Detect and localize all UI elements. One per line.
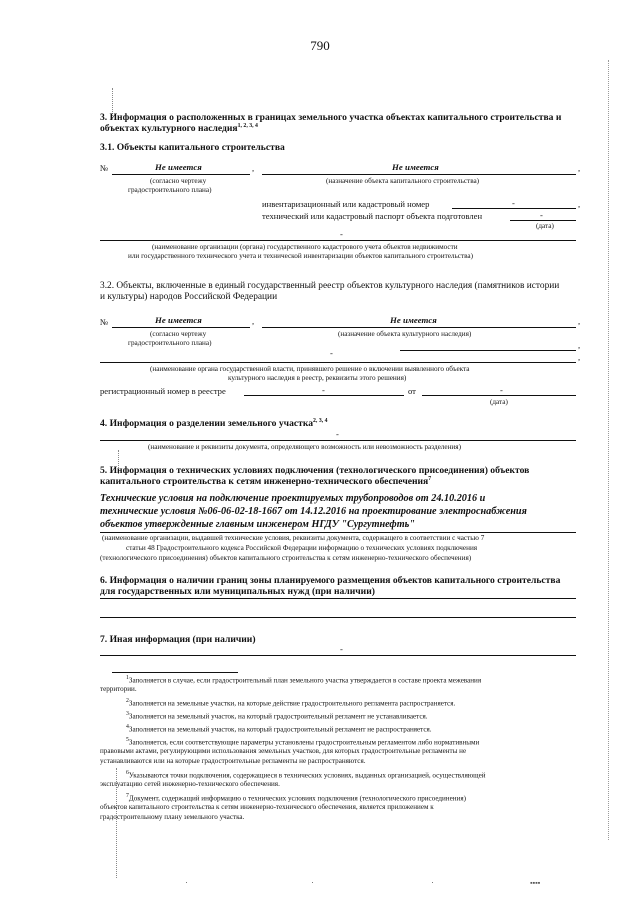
section-6-title-line2: для государственных или муниципальных нужд (при наличии) — [100, 586, 375, 597]
footnote-text: Заполняется на земельный участок, на который градостроительный регламент не распространяется. — [128, 725, 432, 734]
caption-drawing-3-2: (согласно чертежу — [150, 330, 207, 338]
object-purpose-value: Не имеется — [392, 162, 439, 172]
footnote-number: 3 — [126, 711, 129, 717]
footnote-number: 1 — [126, 675, 129, 681]
org-caption: (наименование организации (органа) государственного кадастрового учета объектов недвижимости — [152, 243, 458, 251]
drawing-number-value: Не имеется — [155, 162, 202, 172]
caption-heritage-purpose: (назначение объекта культурного наследия) — [338, 330, 472, 338]
footnote-line — [126, 737, 479, 746]
footnote-line — [100, 747, 466, 755]
section-4-value: - — [336, 429, 339, 439]
heritage-drawing-number-value: Не имеется — [155, 315, 202, 325]
scan-mark: ▪▪▪▪ — [530, 879, 541, 887]
footnote-text: эксплуатацию сетей инженерно-технического обеспечения. — [100, 780, 280, 788]
authority-value: - — [330, 348, 333, 358]
footnote-line — [126, 724, 432, 733]
footnote-text: Заполняется, если соответствующие параметры установлены градостроительным регламентом либо нормативными — [128, 738, 480, 747]
footnote-line — [100, 685, 137, 693]
footnote-line — [126, 711, 428, 720]
footnote-line — [126, 675, 481, 684]
org-caption-2: или государственного технического учета и технической инвентаризации объектов капитального строительства) — [128, 252, 474, 260]
passport-label: технический или кадастровый паспорт объекта подготовлен — [262, 211, 483, 221]
registry-number-label: регистрационный номер в реестре — [100, 386, 226, 396]
registry-number-value: - — [322, 385, 325, 395]
section-5-caption-3: (технологического присоединения) объектов капитального строительства к сетям инженерно-технического обеспечения) — [100, 554, 472, 562]
footnote-line — [126, 793, 466, 802]
authority-caption: (наименование органа государственной власти, принявшего решение о включении выявленного объекта — [150, 365, 470, 373]
registry-date-value: - — [500, 385, 503, 395]
footnote-text: градостроительному плану земельного участка. — [100, 813, 245, 821]
number-label: № — [100, 163, 109, 173]
number-label-3-2: № — [100, 317, 109, 327]
page-number: 790 — [310, 38, 330, 53]
footnote-text: Указываются точки подключения, содержащиеся в технических условиях, выданных организацией, осуществляющей — [128, 771, 486, 780]
date-caption-3-2: (дата) — [490, 398, 508, 406]
footnote-line — [100, 813, 244, 821]
footnote-number: 4 — [126, 724, 129, 730]
footnote-text: Заполняется в случае, если градостроительный план земельного участка утверждается в составе проекта межевания — [128, 676, 482, 685]
section-6-title: 6. Информация о наличии границ зоны планируемого размещения объектов капитального строительства — [100, 575, 561, 586]
section-7-title: 7. Иная информация (при наличии) — [100, 634, 256, 645]
footnote-number: 2 — [126, 698, 129, 704]
org-value: - — [340, 229, 343, 239]
footnote-text: объектов капитального строительства к сетям инженерно-технического обеспечения, является приложением к — [100, 803, 434, 811]
section-7-value: - — [340, 644, 343, 654]
footnote-text: устанавливаются или на которые градостроительные регламенты не распространяются. — [100, 757, 366, 765]
technical-conditions-line-1: Технические условия на подключение проектируемых трубопроводов от 24.10.2016 и — [100, 493, 486, 504]
footnote-text: территории. — [100, 685, 137, 693]
footnote-text: правовыми актами, регулирующими использования земельных участков, для которых градостроительные регламенты не — [100, 747, 467, 755]
inventory-number-label: инвентаризационный или кадастровый номер — [262, 199, 430, 209]
section-5-caption-2: статьи 48 Градостроительного кодекса Российской Федерации информацию о технических условиях подключения — [126, 544, 478, 552]
technical-conditions-line-2: технические условия №06-06-02-18-1667 от 14.12.2016 на проектирование электроснабжения — [100, 506, 527, 517]
footnote-text: Заполняется на земельные участки, на которые действие градостроительного регламента распространяется. — [128, 699, 456, 708]
date-caption: (дата) — [536, 222, 554, 230]
section-3-2-title: 3.2. Объекты, включенные в единый государственный реестр объектов культурного наследия (памятников истории — [100, 281, 560, 291]
technical-conditions-line-3: объектов утвержденные главным инженером НГДУ "Сургутнефть" — [100, 519, 415, 530]
heritage-purpose-value: Не имеется — [390, 315, 437, 325]
footnote-line — [126, 770, 486, 779]
footnote-number: 7 — [126, 793, 129, 799]
section-4-title: 4. Информация о разделении земельного участка$^{2, 3, 4}$ — [100, 418, 328, 430]
caption-drawing: (согласно чертежу — [150, 177, 207, 185]
section-5-title: 5. Информация о технических условиях подключения (технологического присоединения) объектов — [100, 465, 530, 476]
passport-date-value: - — [540, 210, 543, 220]
inventory-number-value: - — [512, 198, 515, 208]
authority-caption-2: культурного наследия в реестр, реквизиты этого решения) — [228, 374, 407, 382]
caption-object-purpose: (назначение объекта капитального строительства) — [326, 177, 480, 185]
section-5-title-line2: капитального строительства к сетям инженерно-технического обеспечения$^7$ — [100, 476, 432, 488]
section-3-title: 3. Информация о расположенных в границах земельного участка объектах капитального строительства и — [100, 112, 562, 123]
footnote-line — [100, 780, 280, 788]
footnote-line — [126, 698, 455, 707]
footnote-text: Заполняется на земельный участок, на который градостроительный регламент не устанавливается. — [128, 712, 428, 721]
section-3-1-title: 3.1. Объекты капитального строительства — [100, 142, 285, 153]
caption-drawing-2: градостроительного плана) — [128, 186, 212, 194]
section-4-caption: (наименование и реквизиты документа, определяющего возможность или невозможность разделения) — [148, 443, 461, 451]
footnote-number: 5 — [126, 737, 129, 743]
footnote-text: Документ, содержащий информацию о технических условиях подключения (технологического присоединения) — [128, 794, 466, 803]
section-3-title-line2: объектах культурного наследия$^{1, 2, 3, 4}$ — [100, 123, 258, 135]
scan-edge — [608, 60, 609, 840]
section-5-caption: (наименование организации, выдавшей технические условия, реквизиты документа, содержащего в соответствии с частью 7 — [102, 534, 485, 542]
from-label: от — [408, 386, 416, 396]
section-3-2-title-line2: и культуры) народов Российской Федерации — [100, 292, 278, 302]
caption-drawing-3-2-line2: градостроительного плана) — [128, 339, 212, 347]
footnote-line — [100, 803, 434, 811]
footnote-line — [100, 757, 365, 765]
footnote-number: 6 — [126, 770, 129, 776]
